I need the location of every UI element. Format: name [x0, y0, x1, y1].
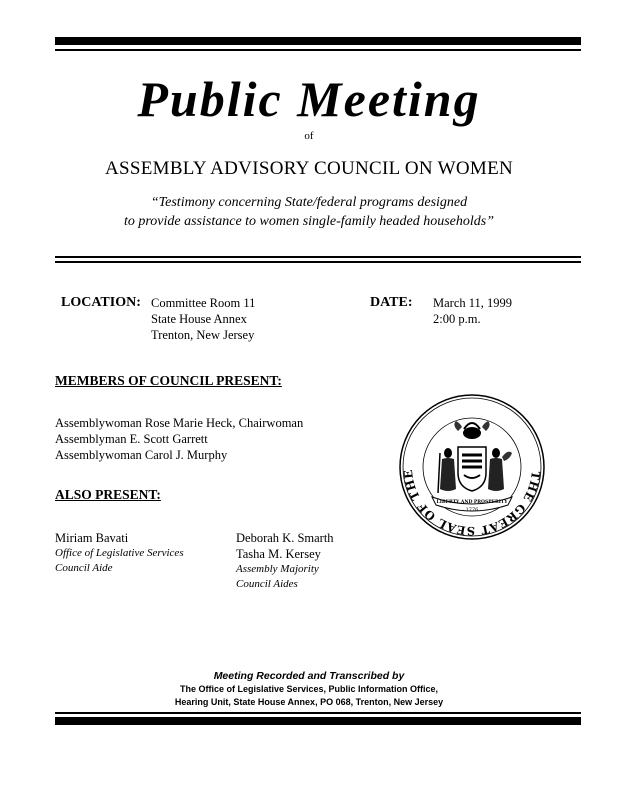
- date-line-2: 2:00 p.m.: [433, 312, 481, 326]
- footer-title: Meeting Recorded and Transcribed by: [213, 670, 405, 682]
- seal-year: 1776: [465, 507, 479, 513]
- footer-line-2: Hearing Unit, State House Annex, PO 068, Trenton, New Jersey: [174, 697, 444, 707]
- middle-rule-bottom: [55, 261, 581, 263]
- also-present-right: [236, 530, 334, 592]
- middle-rule-top: [55, 256, 581, 258]
- bottom-rule-thick: [55, 717, 581, 725]
- top-rule-thick: [55, 37, 581, 45]
- subtitle-line-1: “Testimony concerning State/federal programs designed: [150, 195, 468, 210]
- location-label: LOCATION:: [61, 295, 141, 310]
- page-title: Public Meeting: [137, 71, 481, 127]
- also-present-left: [55, 530, 184, 576]
- staff-name: Miriam Bavati: [55, 531, 129, 545]
- members-list: [55, 415, 303, 463]
- staff-role: Council Aide: [55, 562, 113, 574]
- seal-ribbon-text: LIBERTY AND PROSPERITY: [436, 500, 508, 505]
- council-name: ASSEMBLY ADVISORY COUNCIL ON WOMEN: [104, 158, 514, 179]
- staff-role: Council Aides: [236, 578, 298, 590]
- location-details: [151, 295, 255, 343]
- staff-name: Deborah K. Smarth: [236, 531, 334, 545]
- title-of: of: [304, 130, 314, 142]
- members-heading: MEMBERS OF COUNCIL PRESENT:: [55, 373, 282, 388]
- subtitle-line-2: to provide assistance to women single-family headed households”: [123, 214, 495, 229]
- location-line-3: Trenton, New Jersey: [151, 328, 255, 342]
- member-item: Assemblywoman Rose Marie Heck, Chairwoman: [55, 416, 304, 430]
- date-label: DATE:: [370, 295, 413, 310]
- also-present-heading: ALSO PRESENT:: [55, 487, 161, 502]
- staff-name: Tasha M. Kersey: [236, 547, 321, 561]
- state-seal-icon: [398, 393, 546, 541]
- date-details: [433, 295, 512, 327]
- staff-role: Office of Legislative Services: [55, 547, 184, 559]
- location-line-2: State House Annex: [151, 312, 247, 326]
- staff-role: Assembly Majority: [236, 563, 319, 575]
- bottom-rule-thin: [55, 712, 581, 714]
- location-line-1: Committee Room 11: [151, 296, 256, 310]
- seal-ring-text: THE GREAT SEAL OF THE: [400, 468, 543, 539]
- date-line-1: March 11, 1999: [433, 296, 513, 310]
- member-item: Assemblyman E. Scott Garrett: [55, 432, 208, 446]
- member-item: Assemblywoman Carol J. Murphy: [55, 448, 228, 462]
- top-rule-thin: [55, 49, 581, 51]
- footer-line-1: The Office of Legislative Services, Public Information Office,: [179, 684, 439, 694]
- meeting-subtitle: [0, 193, 618, 231]
